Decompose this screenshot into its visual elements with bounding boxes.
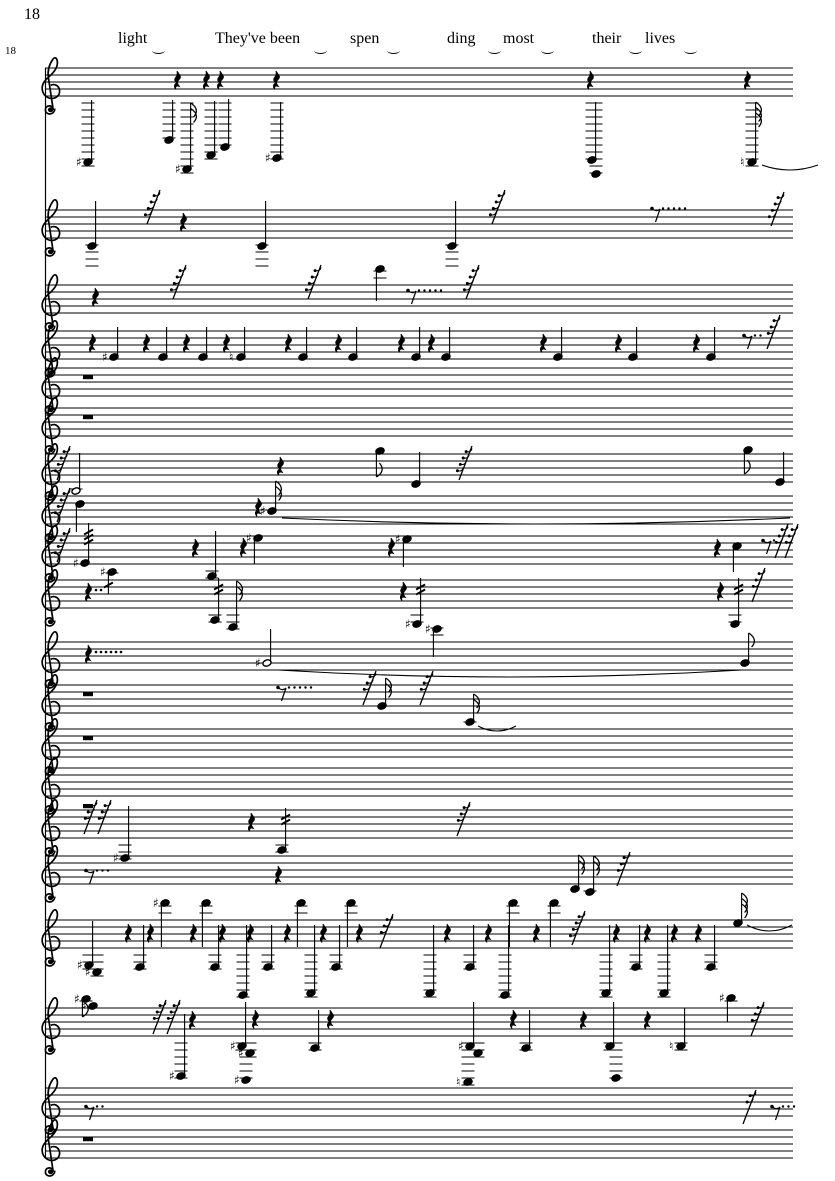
accidental: ♯ [265,151,271,165]
whole-rest [83,804,93,808]
treble-clef-icon [42,200,59,256]
accidental: ♯ [169,1069,175,1083]
note [227,581,243,631]
note [706,327,716,361]
note [548,899,561,947]
lyric-extender [488,47,501,54]
note [458,1002,477,1053]
tremolo-rest [170,265,186,299]
quarter-rest [203,71,209,90]
lyric-extender [152,47,165,54]
note [729,578,744,628]
tremolo-rest [751,1002,764,1036]
tremolo-rest [767,315,780,349]
whole-rest [83,415,93,419]
note [570,855,584,893]
accidental: ♮ [229,350,234,364]
accidental: ♯ [81,999,87,1013]
quarter-rest [580,1011,586,1030]
note [86,201,99,266]
accidental: ♯ [395,532,401,546]
note [205,101,218,159]
note [425,622,444,657]
note [740,102,761,169]
quarter-rest [714,539,720,558]
quarter-rest [717,582,723,601]
page-number: 18 [24,6,40,23]
tremolo-rest [380,914,393,948]
accidental: ♯ [425,622,431,636]
quarter-rest [180,213,186,232]
accidental: ♯ [100,565,106,579]
accidental: ♮ [740,155,745,169]
accidental: ♯ [102,350,108,364]
note [411,327,421,361]
note [256,201,269,266]
treble-clef-icon [42,321,59,377]
accidental: ♮ [456,1075,461,1089]
accidental: ♯ [246,531,252,545]
accidental: ♯ [230,1039,236,1053]
accidental: ♯ [77,958,83,972]
lyric-syllable: most [503,30,535,47]
accidental: ♯ [85,965,91,979]
note [169,1014,188,1083]
accidental: ♯ [719,991,725,1005]
quarter-rest [92,288,98,307]
note [743,446,753,474]
accidental: ♯ [175,162,181,176]
quarter-rest [388,538,394,557]
quarter-rest [273,71,279,90]
quarter-rest [428,334,434,353]
note [520,1010,533,1052]
quarter-rest [252,1010,258,1029]
tie [278,670,742,677]
note [377,678,391,710]
staff [42,846,793,902]
eighth-rest [84,869,109,884]
note [446,201,459,266]
note [424,925,437,997]
treble-clef-icon [42,998,59,1054]
note [775,452,785,486]
note [198,327,208,361]
staff [42,565,793,631]
note [200,899,213,947]
staff [42,671,793,731]
staff [42,58,818,178]
note [219,99,232,151]
quarter-rest [327,1010,333,1029]
whole-rest [83,736,93,740]
notehead [88,1002,98,1010]
treble-clef-icon [42,846,59,902]
note [85,955,104,979]
staff [42,523,798,582]
accidental: ♯ [260,504,266,518]
staff [42,190,793,266]
staff [42,893,793,999]
quarter-rest [277,457,283,476]
quarter-rest [285,334,291,353]
whole-rest [83,692,93,696]
lyric-extender [684,47,697,54]
note [740,633,754,667]
tremolo-rest [569,911,585,945]
staff [42,758,793,814]
note [411,452,421,488]
note [158,327,168,361]
note [153,896,172,947]
quarter-rest [248,813,254,832]
tremolo-rest [617,852,630,886]
note [298,327,308,361]
note [584,856,600,896]
lyric-syllable: lives [645,30,676,47]
note [658,925,671,997]
staff [42,800,793,865]
quarter-rest [189,1011,195,1030]
eighth-rest [406,289,442,304]
accidental: ♯ [73,556,79,570]
note [375,447,385,477]
quarter-rest [540,334,546,353]
quarter-rest [275,866,281,885]
note [237,925,250,999]
lyric-extender [629,47,642,54]
lyric-syllable: their [592,30,622,47]
notehead [611,1074,621,1082]
note [405,578,425,631]
tremolo-rest [463,265,479,299]
eighth-rest [84,1105,104,1120]
accidental: ♯ [234,1073,240,1087]
notehead [591,170,601,178]
note [348,327,358,361]
staff [42,358,793,414]
lyric-extender [541,47,554,54]
accidental: ♯ [74,992,80,1006]
tremolo-rest [363,671,376,705]
note [163,100,176,144]
staff [42,1120,793,1176]
quarter-rest [335,334,341,353]
whole-rest [83,375,93,379]
note [553,327,563,361]
staff [42,1078,795,1134]
eighth-rest [650,207,686,222]
lyric-syllable: spen [350,30,380,47]
note [76,100,95,169]
quarter-rest [644,1011,650,1030]
quarter-rest [89,334,95,353]
note [733,893,747,927]
staff [42,265,793,331]
note [586,102,599,164]
whole-rest [83,1137,93,1141]
quarter-rest [615,334,621,353]
quarter-rest [400,582,406,601]
tie [747,925,792,931]
accidental: ♯ [458,1039,464,1053]
note [374,265,387,301]
quarter-rest [398,334,404,353]
notehead [241,1076,251,1084]
note [265,102,284,165]
quarter-rest [85,645,122,664]
quarter-rest [174,71,180,90]
note [305,925,318,997]
tremolo-rest [144,190,160,224]
note [600,925,613,997]
lyric-extender [387,47,400,54]
tremolo-rest [752,568,765,602]
staff [42,444,793,500]
quarter-rest [587,71,593,90]
note [206,531,219,580]
tremolo-rest [489,190,505,224]
quarter-rest [744,71,750,90]
tie [762,165,818,170]
treble-clef-icon [42,58,59,114]
quarter-rest [192,539,198,558]
accidental: ♯ [113,851,119,865]
accidental: ♯ [238,1046,244,1060]
accidental: ♯ [255,656,261,670]
lyric-syllable: ding [447,30,476,47]
note [628,327,638,361]
quarter-rest [217,71,223,90]
lyric-syllable: They've been [215,30,301,47]
accidental: ♯ [76,155,82,169]
treble-clef-icon [42,910,59,966]
note [345,899,358,947]
eighth-rest [742,334,762,349]
tie [282,518,790,524]
staff [42,991,793,1089]
tremolo-rest [768,192,784,226]
note [309,1010,322,1052]
lyric-syllable: light [118,30,148,47]
staff [42,398,793,454]
note [260,481,281,518]
note [295,899,308,947]
quarter-rest [183,334,189,353]
eighth-rest [770,1105,795,1120]
eighth-rest [761,539,775,554]
note [719,991,738,1022]
quarter-rest [143,334,149,353]
note [70,453,83,495]
staff [42,481,793,542]
quarter-rest [693,334,699,353]
note [441,327,451,361]
accidental: ♯ [153,896,159,910]
system-number: 18 [5,45,16,57]
quarter-rest [510,1010,516,1029]
note [246,531,263,564]
accidental: ♮ [669,1039,674,1053]
note [75,500,85,532]
accidental: ♯ [405,617,411,631]
lyric-extender [314,47,327,54]
staff [42,622,793,688]
note [175,103,196,176]
tremolo-rest [305,265,321,299]
quarter-rest [85,583,102,602]
